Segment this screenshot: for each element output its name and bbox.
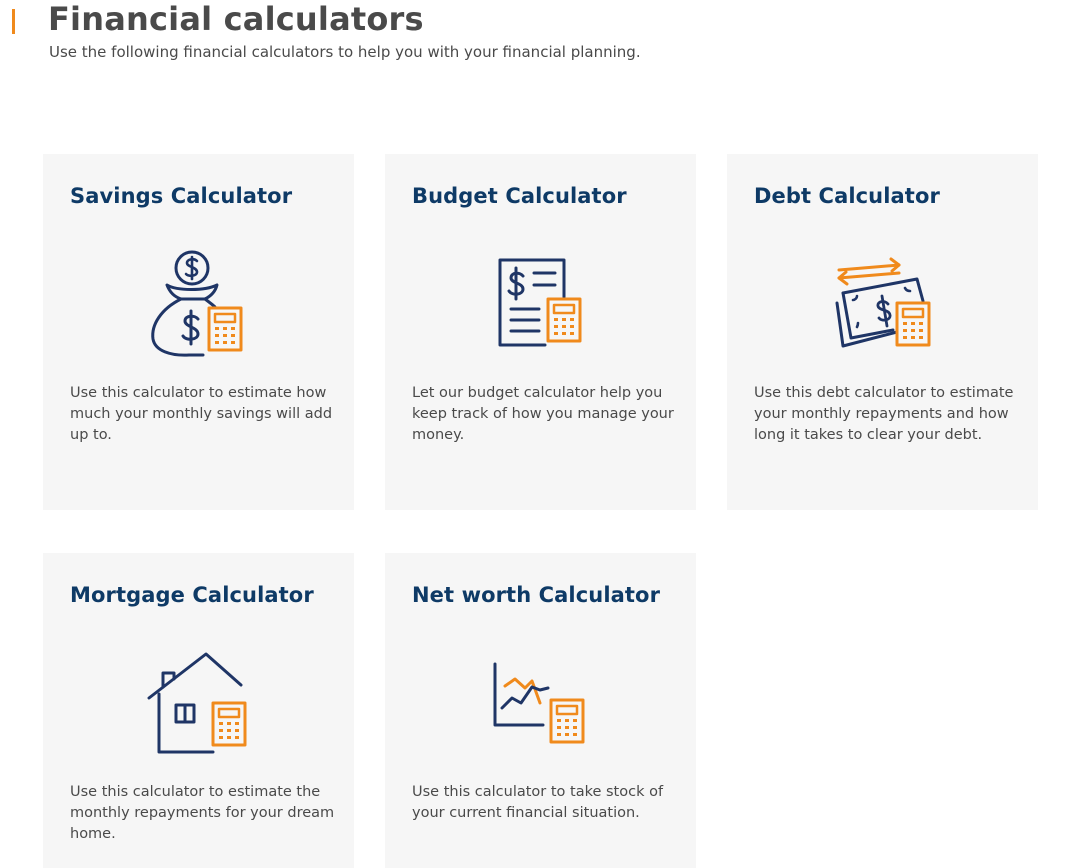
budget-calculator-card[interactable] [385, 154, 696, 510]
card-description: Let our budget calculator help you keep track of how you manage your money. [412, 385, 674, 443]
card-title: Net worth Calculator [412, 583, 661, 607]
page-title: Financial calculators [48, 0, 424, 38]
debt-calculator-card[interactable] [727, 154, 1038, 510]
savings-calculator-card[interactable] [43, 154, 354, 510]
net-worth-calculator-card[interactable] [385, 553, 696, 868]
card-description: Use this debt calculator to estimate your monthly repayments and how long it takes to clear your debt. [754, 385, 1014, 443]
card-description: Use this calculator to estimate how much your monthly savings will add up to. [70, 385, 333, 443]
chart-calculator-icon [485, 648, 595, 758]
house-calculator-icon [143, 648, 253, 758]
page-subtitle: Use the following financial calculators to help you with your financial planning. [49, 43, 641, 61]
card-title: Mortgage Calculator [70, 583, 314, 607]
card-title: Debt Calculator [754, 184, 940, 208]
title-accent-bar [12, 9, 15, 34]
money-bag-calculator-icon [143, 249, 253, 359]
mortgage-calculator-card[interactable] [43, 553, 354, 868]
card-title: Budget Calculator [412, 184, 627, 208]
card-description: Use this calculator to take stock of your current financial situation. [412, 784, 664, 821]
document-calculator-icon [485, 249, 595, 359]
card-title: Savings Calculator [70, 184, 293, 208]
card-description: Use this calculator to estimate the monthly repayments for your dream home. [70, 784, 335, 842]
banknote-transfer-calculator-icon [827, 249, 937, 359]
